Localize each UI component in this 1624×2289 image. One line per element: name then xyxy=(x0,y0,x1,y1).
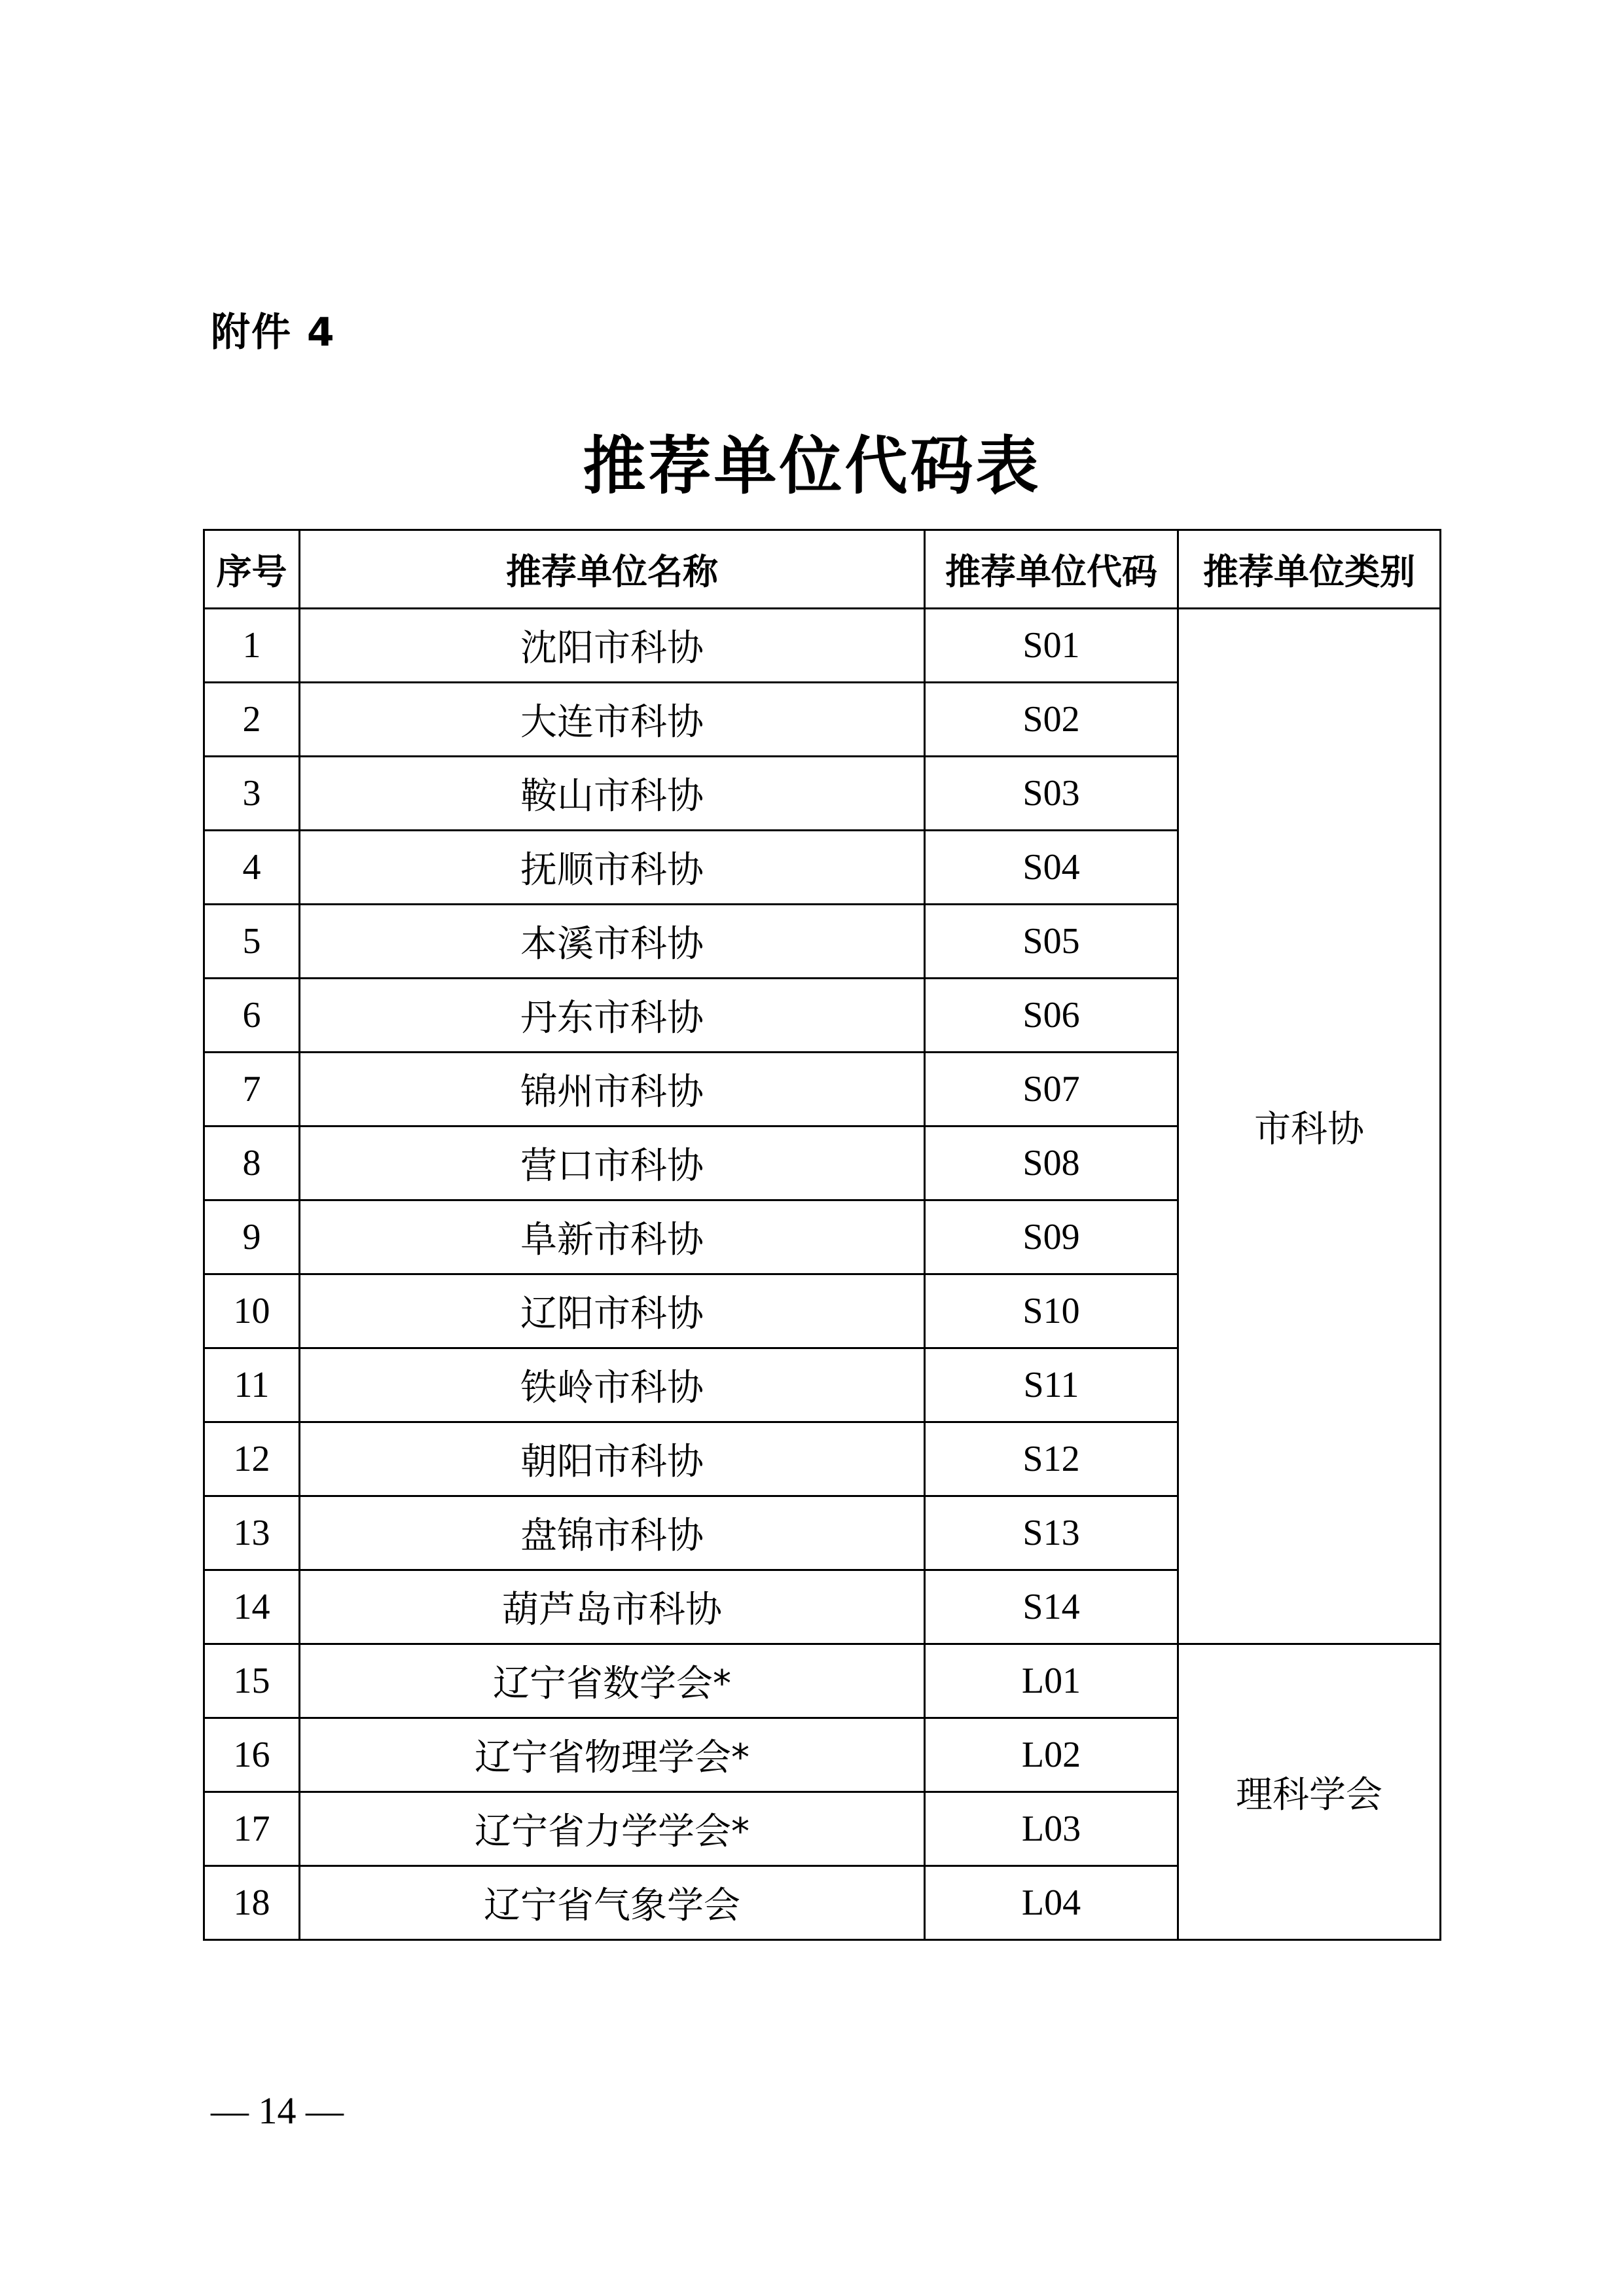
cell-name: 抚顺市科协 xyxy=(300,831,925,905)
cell-code: S10 xyxy=(925,1274,1178,1348)
table-header-row xyxy=(204,530,1441,609)
cell-seq: 14 xyxy=(204,1570,300,1644)
cell-category: 理科学会 xyxy=(1178,1644,1441,1940)
cell-name: 营口市科协 xyxy=(300,1126,925,1200)
cell-code: S06 xyxy=(925,979,1178,1053)
cell-seq: 4 xyxy=(204,831,300,905)
page-number: — 14 — xyxy=(211,2089,344,2132)
cell-seq: 6 xyxy=(204,979,300,1053)
cell-seq: 1 xyxy=(204,609,300,683)
cell-name: 盘锦市科协 xyxy=(300,1496,925,1570)
cell-code: S01 xyxy=(925,609,1178,683)
cell-seq: 11 xyxy=(204,1348,300,1422)
cell-name: 辽宁省力学学会* xyxy=(300,1792,925,1866)
cell-code: S09 xyxy=(925,1200,1178,1274)
cell-code: S03 xyxy=(925,757,1178,831)
cell-code: S14 xyxy=(925,1570,1178,1644)
cell-name: 鞍山市科协 xyxy=(300,757,925,831)
cell-code: S12 xyxy=(925,1422,1178,1496)
cell-name: 辽阳市科协 xyxy=(300,1274,925,1348)
table-row xyxy=(204,1644,1441,1718)
cell-seq: 8 xyxy=(204,1126,300,1200)
cell-seq: 16 xyxy=(204,1718,300,1792)
cell-code: L01 xyxy=(925,1644,1178,1718)
cell-name: 本溪市科协 xyxy=(300,905,925,979)
cell-seq: 18 xyxy=(204,1866,300,1940)
cell-name: 铁岭市科协 xyxy=(300,1348,925,1422)
cell-seq: 17 xyxy=(204,1792,300,1866)
cell-seq: 7 xyxy=(204,1053,300,1126)
cell-code: S05 xyxy=(925,905,1178,979)
cell-code: S04 xyxy=(925,831,1178,905)
cell-seq: 3 xyxy=(204,757,300,831)
cell-code: S13 xyxy=(925,1496,1178,1570)
cell-seq: 9 xyxy=(204,1200,300,1274)
cell-category: 市科协 xyxy=(1178,609,1441,1644)
cell-code: L03 xyxy=(925,1792,1178,1866)
cell-code: S08 xyxy=(925,1126,1178,1200)
cell-code: L02 xyxy=(925,1718,1178,1792)
cell-seq: 12 xyxy=(204,1422,300,1496)
cell-seq: 15 xyxy=(204,1644,300,1718)
header-category: 推荐单位类别 xyxy=(1178,530,1441,609)
cell-seq: 2 xyxy=(204,683,300,757)
cell-seq: 10 xyxy=(204,1274,300,1348)
cell-name: 锦州市科协 xyxy=(300,1053,925,1126)
cell-name: 辽宁省数学会* xyxy=(300,1644,925,1718)
cell-code: S02 xyxy=(925,683,1178,757)
recommender-code-table xyxy=(203,529,1441,1941)
table-body xyxy=(204,609,1441,1940)
cell-name: 葫芦岛市科协 xyxy=(300,1570,925,1644)
header-seq: 序号 xyxy=(204,530,300,609)
cell-seq: 13 xyxy=(204,1496,300,1570)
header-name: 推荐单位名称 xyxy=(300,530,925,609)
cell-name: 沈阳市科协 xyxy=(300,609,925,683)
cell-code: L04 xyxy=(925,1866,1178,1940)
table-row xyxy=(204,609,1441,683)
cell-seq: 5 xyxy=(204,905,300,979)
cell-name: 丹东市科协 xyxy=(300,979,925,1053)
cell-name: 辽宁省物理学会* xyxy=(300,1718,925,1792)
cell-name: 阜新市科协 xyxy=(300,1200,925,1274)
cell-code: S11 xyxy=(925,1348,1178,1422)
cell-code: S07 xyxy=(925,1053,1178,1126)
cell-name: 朝阳市科协 xyxy=(300,1422,925,1496)
header-code: 推荐单位代码 xyxy=(925,530,1178,609)
cell-name: 大连市科协 xyxy=(300,683,925,757)
page-title: 推荐单位代码表 xyxy=(583,429,1041,503)
attachment-label: 附件 4 xyxy=(211,310,336,355)
cell-name: 辽宁省气象学会 xyxy=(300,1866,925,1940)
